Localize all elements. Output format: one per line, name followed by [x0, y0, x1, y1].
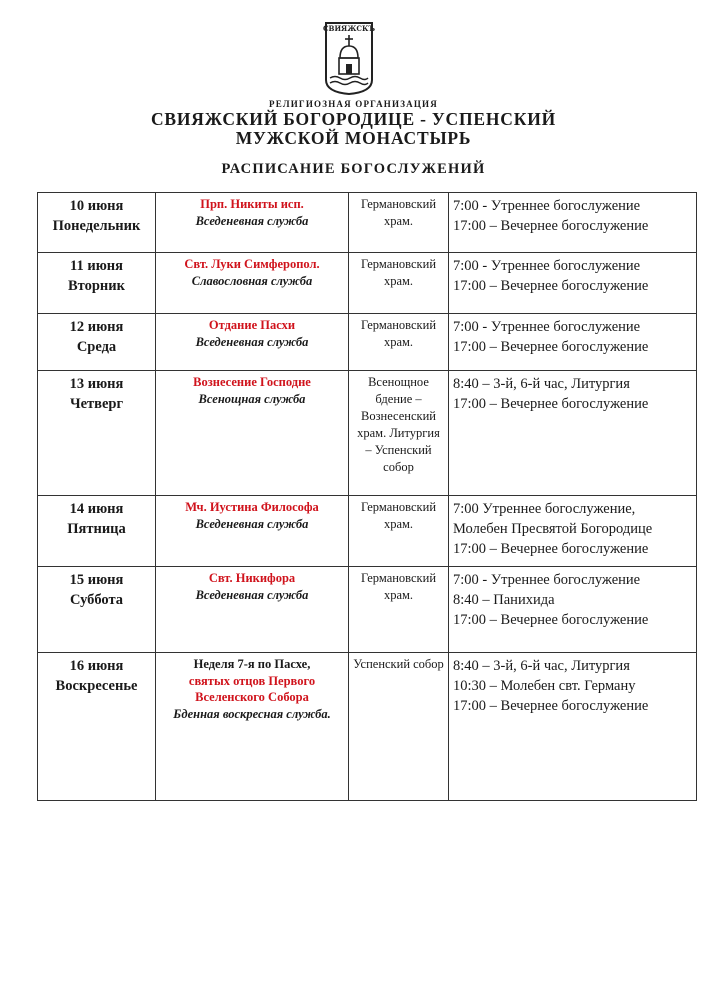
service-type: Всенощная служба [198, 391, 306, 406]
place-cell: Германовский храм. [349, 314, 449, 371]
place-cell: Германовский храм. [349, 193, 449, 253]
schedule-row [38, 653, 697, 801]
time-entry: 7:00 - Утреннее богослужение [453, 572, 641, 588]
day-cell [38, 653, 156, 801]
feast-name: Прп. Никиты исп. [200, 197, 304, 211]
feast-name: Отдание Пасхи [208, 318, 296, 332]
times-cell [449, 496, 697, 567]
time-entry: 17:00 – Вечернее богослужение [453, 698, 649, 714]
service-type: Вседеневная служба [195, 516, 309, 531]
feast-name: Свт. Луки Симферопол. [184, 257, 320, 271]
weekday: Среда [76, 339, 117, 355]
feast-cell [156, 193, 349, 253]
monastery-logo [322, 20, 376, 96]
time-entry: 8:40 – 3-й, 6-й час, Литургия [453, 658, 630, 674]
day-cell [38, 253, 156, 314]
service-type: Славословная служба [191, 273, 313, 288]
place-cell: Германовский храм. [349, 496, 449, 567]
place-cell: Германовский храм. [349, 567, 449, 653]
time-entry: 17:00 – Вечернее богослужение [453, 339, 649, 355]
schedule-row [38, 567, 697, 653]
logo-text: СВИЯЖСКЪ [322, 24, 376, 33]
time-entry: Молебен Пресвятой Богородице [453, 521, 653, 537]
date: 16 июня [69, 658, 124, 674]
organization-name-line1: СВИЯЖСКИЙ БОГОРОДИЦЕ - УСПЕНСКИЙ [150, 109, 557, 129]
times-cell [449, 371, 697, 496]
time-entry: 17:00 – Вечернее богослужение [453, 396, 649, 412]
schedule-row [38, 496, 697, 567]
place-cell: Успенский собор [349, 653, 449, 801]
time-entry: 8:40 – Панихида [453, 592, 555, 608]
service-type: Вседеневная служба [195, 334, 309, 349]
time-entry: 17:00 – Вечернее богослужение [453, 278, 649, 294]
time-entry: 7:00 - Утреннее богослужение [453, 258, 641, 274]
service-type: Бденная воскресная служба. [173, 706, 331, 721]
service-type: Вседеневная служба [195, 213, 309, 228]
time-entry: 8:40 – 3-й, 6-й час, Литургия [453, 376, 630, 392]
day-cell [38, 371, 156, 496]
feast-name: Мч. Иустина Философа [185, 500, 319, 514]
day-cell [38, 567, 156, 653]
organization-name-line2: МУЖСКОЙ МОНАСТЫРЬ [235, 128, 472, 148]
feast-cell [156, 371, 349, 496]
day-cell [38, 193, 156, 253]
weekday: Четверг [69, 396, 124, 412]
feast-cell [156, 653, 349, 801]
organization-type: РЕЛИГИОЗНАЯ ОРГАНИЗАЦИЯ [269, 99, 438, 109]
feast-name: святых отцов Первого Вселенского Собора [188, 673, 316, 704]
weekday: Понедельник [52, 218, 141, 234]
times-cell [449, 253, 697, 314]
schedule-table [37, 192, 697, 801]
schedule-row [38, 193, 697, 253]
day-cell [38, 314, 156, 371]
date: 10 июня [69, 198, 124, 214]
time-entry: 10:30 – Молебен свт. Герману [453, 678, 636, 694]
feast-pre-name: Неделя 7-я по Пасхе, [193, 657, 311, 671]
weekday: Суббота [69, 592, 124, 608]
feast-name: Вознесение Господне [193, 375, 311, 389]
date: 13 июня [69, 376, 124, 392]
date: 14 июня [69, 501, 124, 517]
time-entry: 17:00 – Вечернее богослужение [453, 612, 649, 628]
feast-cell [156, 314, 349, 371]
weekday: Вторник [68, 278, 125, 294]
date: 15 июня [69, 572, 124, 588]
schedule-row [38, 253, 697, 314]
feast-cell [156, 496, 349, 567]
weekday: Пятница [67, 521, 126, 537]
place-cell: Германовский храм. [349, 253, 449, 314]
times-cell [449, 567, 697, 653]
time-entry: 17:00 – Вечернее богослужение [453, 218, 649, 234]
feast-cell [156, 567, 349, 653]
time-entry: 17:00 – Вечернее богослужение [453, 541, 649, 557]
times-cell [449, 314, 697, 371]
time-entry: 7:00 - Утреннее богослужение [453, 198, 641, 214]
date: 12 июня [69, 319, 124, 335]
weekday: Воскресенье [55, 678, 138, 694]
service-type: Вседеневная служба [195, 587, 309, 602]
feast-name: Свт. Никифора [208, 571, 296, 585]
schedule-row [38, 371, 697, 496]
place-cell: Всенощное бдение – Вознесенский храм. Литургия – Успенский собор [349, 371, 449, 496]
time-entry: 7:00 Утреннее богослужение, [453, 501, 636, 517]
schedule-row [38, 314, 697, 371]
date: 11 июня [70, 258, 123, 274]
time-entry: 7:00 - Утреннее богослужение [453, 319, 641, 335]
day-cell [38, 496, 156, 567]
feast-cell [156, 253, 349, 314]
times-cell [449, 653, 697, 801]
times-cell [449, 193, 697, 253]
document-title: РАСПИСАНИЕ БОГОСЛУЖЕНИЙ [221, 161, 486, 177]
